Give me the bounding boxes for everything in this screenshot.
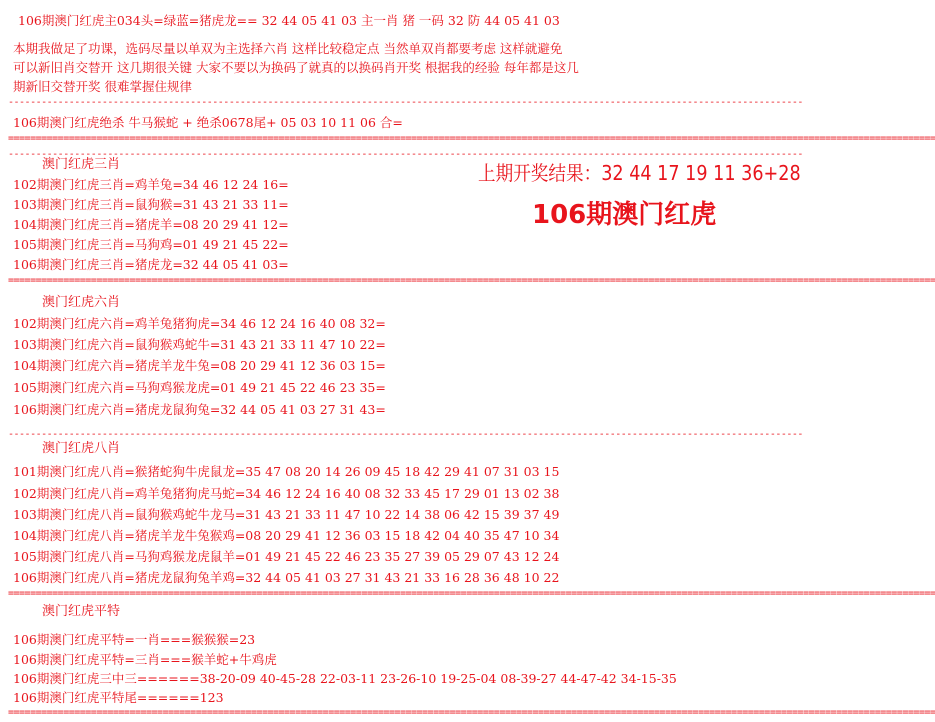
- special-row: 106期澳门红虎平特尾======123: [13, 690, 224, 705]
- three-row: 102期澳门红虎三肖=鸡羊兔=34 46 12 24 16=: [13, 177, 289, 192]
- separator-dash-2: ------------------------------------------------------------------------------------------------------------------------------------------------: [8, 149, 803, 160]
- six-row: 104期澳门红虎六肖=猪虎羊龙牛兔=08 20 29 41 12 36 03 15=: [13, 358, 386, 373]
- section-eight-title: 澳门红虎八肖: [42, 441, 121, 456]
- separator-equals-2: ========================================================================================================================================================================: [8, 275, 935, 286]
- intro-line-1: 本期我做足了功课，选码尽量以单双为主选择六肖 这样比较稳定点 当然单双肖都要考虑 这样就避免: [13, 41, 563, 56]
- three-row: 106期澳门红虎三肖=猪虎龙=32 44 05 41 03=: [13, 257, 289, 272]
- six-row: 102期澳门红虎六肖=鸡羊兔猪狗虎=34 46 12 24 16 40 08 32=: [13, 316, 386, 331]
- three-row: 103期澳门红虎三肖=鼠狗猴=31 43 21 33 11=: [13, 197, 289, 212]
- kill-line: 106期澳门红虎绝杀 牛马猴蛇 + 绝杀0678尾+ 05 03 10 11 06 合=: [13, 115, 403, 130]
- eight-row: 104期澳门红虎八肖=猪虎羊龙牛兔猴鸡=08 20 29 41 12 36 03 15 18 42 04 40 35 47 10 34: [13, 528, 560, 543]
- special-row: 106期澳门红虎平特=一肖===猴猴猴=23: [13, 632, 256, 647]
- eight-row: 105期澳门红虎八肖=马狗鸡猴龙虎鼠羊=01 49 21 45 22 46 23 35 27 39 05 29 07 43 12 24: [13, 549, 560, 564]
- section-three-title: 澳门红虎三肖: [42, 157, 121, 172]
- eight-row: 102期澳门红虎八肖=鸡羊兔猪狗虎马蛇=34 46 12 24 16 40 08 32 33 45 17 29 01 13 02 38: [13, 486, 560, 501]
- intro-line-3: 期新旧交替开奖 很难掌握住规律: [13, 79, 192, 94]
- header-line: 106期澳门红虎主034头=绿蓝=猪虎龙== 32 44 05 41 03 主一肖 猪 一码 32 防 44 05 41 03: [18, 13, 560, 28]
- separator-equals-3: ========================================================================================================================================================================: [8, 588, 935, 599]
- six-row: 103期澳门红虎六肖=鼠狗猴鸡蛇牛=31 43 21 33 11 47 10 22=: [13, 337, 386, 352]
- six-row: 105期澳门红虎六肖=马狗鸡猴龙虎=01 49 21 45 22 46 23 35=: [13, 380, 386, 395]
- six-row: 106期澳门红虎六肖=猪虎龙鼠狗兔=32 44 05 41 03 27 31 43=: [13, 402, 386, 417]
- three-row: 105期澳门红虎三肖=马狗鸡=01 49 21 45 22=: [13, 237, 289, 252]
- eight-row: 106期澳门红虎八肖=猪虎龙鼠狗兔羊鸡=32 44 05 41 03 27 31 43 21 33 16 28 36 48 10 22: [13, 570, 560, 585]
- intro-line-2: 可以新旧肖交替开 这几期很关键 大家不要以为换码了就真的以换码肖开奖 根据我的经验 每年都是这几: [13, 60, 579, 75]
- special-row: 106期澳门红虎平特=三肖===猴羊蛇+牛鸡虎: [13, 652, 277, 667]
- section-six-title: 澳门红虎六肖: [42, 295, 121, 310]
- eight-row: 101期澳门红虎八肖=猴猪蛇狗牛虎鼠龙=35 47 08 20 14 26 09 45 18 42 29 41 07 31 03 15: [13, 464, 560, 479]
- separator-dash-3: ------------------------------------------------------------------------------------------------------------------------------------------------: [8, 429, 803, 440]
- separator-dash-1: ------------------------------------------------------------------------------------------------------------------------------------------------: [8, 97, 803, 108]
- eight-row: 103期澳门红虎八肖=鼠狗猴鸡蛇牛龙马=31 43 21 33 11 47 10 22 14 38 06 42 15 39 37 49: [13, 507, 560, 522]
- special-row: 106期澳门红虎三中三======38-20-09 40-45-28 22-03-11 23-26-10 19-25-04 08-39-27 44-47-42 34-15-35: [13, 671, 677, 686]
- section-special-title: 澳门红虎平特: [42, 604, 121, 619]
- last-result-text: 上期开奖结果：32 44 17 19 11 36+28: [478, 161, 801, 185]
- big-title: 106期澳门红虎: [532, 200, 717, 230]
- three-row: 104期澳门红虎三肖=猪虎羊=08 20 29 41 12=: [13, 217, 289, 232]
- separator-equals-4: ========================================================================================================================================================================: [8, 707, 935, 718]
- separator-equals-1: ========================================================================================================================================================================: [8, 133, 935, 144]
